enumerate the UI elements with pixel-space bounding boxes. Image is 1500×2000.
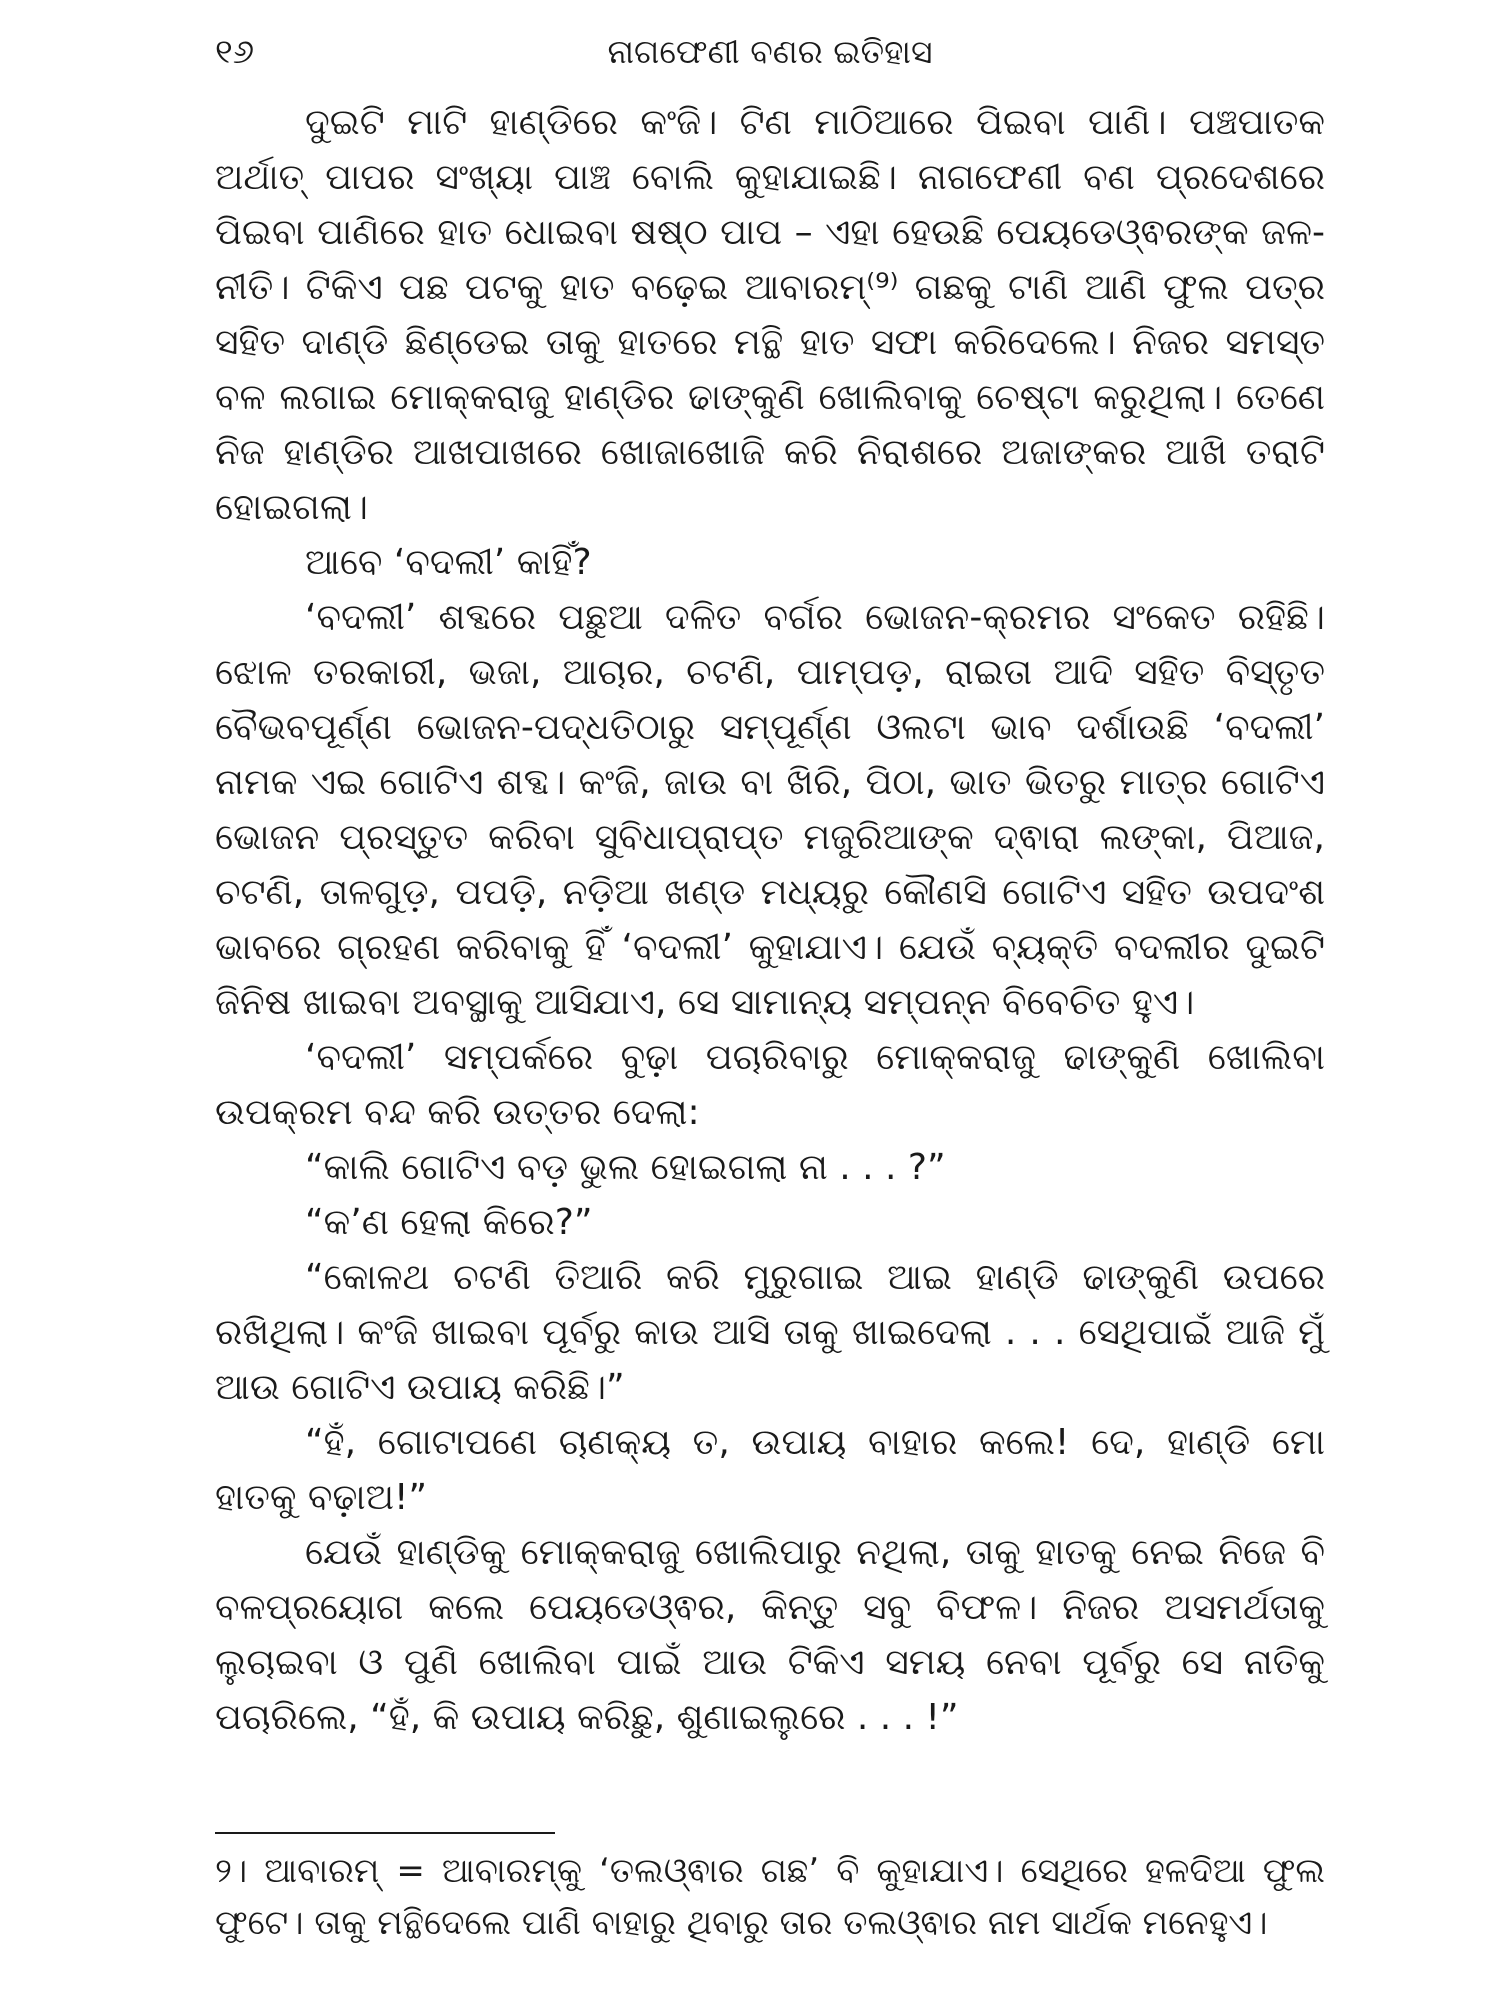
paragraph: ‘ବଦଲୀ’ ଶବ୍ଦରେ ପଛୁଆ ଦଳିତ ବର୍ଗର ଭୋଜନ-କ୍ରମର ସଂକେତ ରହିଛି। ଝୋଳ ତରକାରୀ, ଭଜା, ଆଚାର, ଚଟଣି, ପାମ୍ପଡ଼, ରାଇତା ଆଦି ସହିତ ବିସ୍ତୃତ ବୈଭବପୂର୍ଣ୍ଣ ଭୋଜନ-ପଦ୍ଧତିଠାରୁ ସମ୍ପୂର୍ଣ୍ଣ ଓଲଟା ଭାବ ଦର୍ଶାଉଛି ‘ବଦଲୀ’ ନାମକ ଏଇ ଗୋଟିଏ ଶବ୍ଦ। କଂଜି, ଜାଉ ବା ଖିରି, ପିଠା, ଭାତ ଭିତରୁ ମାତ୍ର ଗୋଟିଏ ଭୋଜନ ପ୍ରସ୍ତୁତ କରିବା ସୁବିଧାପ୍ରାପ୍ତ ମଜୁରିଆଙ୍କ ଦ୍ଵାରା ଲଙ୍କା, ପିଆଜ, ଚଟଣି, ତାଳଗୁଡ଼, ପପଡ଼ି, ନଡ଼ିଆ ଖଣ୍ଡ ମଧ୍ୟରୁ କୌଣସି ଗୋଟିଏ ସହିତ ଉପଦଂଶ ଭାବରେ ଗ୍ରହଣ କରିବାକୁ ହିଁ ‘ବଦଲୀ’ କୁହାଯାଏ। ଯେଉଁ ବ୍ୟକ୍ତି ବଦଲୀର ଦୁଇଟି ଜିନିଷ ଖାଇବା ଅବସ୍ଥାକୁ ଆସିଯାଏ, ସେ ସାମାନ୍ୟ ସମ୍ପନ୍ନ ବିବେଚିତ ହୁଏ।	[215, 597, 1325, 1023]
dialogue-line: “କାଲି ଗୋଟିଏ ବଡ଼ ଭୁଲ ହୋଇଗଲା ନା . . . ?”	[305, 1147, 946, 1188]
page-header	[215, 22, 1325, 82]
dialogue-line: “ହଁ, ଗୋଟାପଣେ ଚାଣକ୍ୟ ତ, ଉପାୟ ବାହାର କଲେ! ଦେ, ହାଣ୍ଡି ମୋ ହାତକୁ ବଢ଼ାଅ!”	[215, 1422, 1325, 1518]
paragraph: ଯେଉଁ ହାଣ୍ଡିକୁ ମୋକ୍କରାଜୁ ଖୋଲିପାରୁ ନଥିଲା, ତାକୁ ହାତକୁ ନେଇ ନିଜେ ବି ବଳପ୍ରୟୋଗ କଲେ ପେୟଡେଓ୍ଵର, କିନ୍ତୁ ସବୁ ବିଫଳ। ନିଜର ଅସମର୍ଥତାକୁ ଲୁଚାଇବା ଓ ପୁଣି ଖୋଲିବା ପାଇଁ ଆଉ ଟିକିଏ ସମୟ ନେବା ପୂର୍ବରୁ ସେ ନାତିକୁ ପଚାରିଲେ, “ହଁ, କି ଉପାୟ କରିଛୁ, ଶୁଣାଇଲୁରେ . . . !”	[215, 1532, 1325, 1738]
paragraph: ଆବେ ‘ବଦଲୀ’ କାହିଁ?	[305, 542, 592, 583]
dialogue-line: “କୋଳଥ ଚଟଣି ତିଆରି କରି ମୁରୁଗାଇ ଆଇ ହାଣ୍ଡି ଢାଙ୍କୁଣି ଉପରେ ରଖିଥିଲା। କଂଜି ଖାଇବା ପୂର୍ବରୁ କାଉ ଆସି ତାକୁ ଖାଇଦେଲା . . . ସେଥିପାଇଁ ଆଜି ମୁଁ ଆଉ ଗୋଟିଏ ଉପାୟ କରିଛି।”	[215, 1257, 1325, 1408]
footnote: ୨। ଆବାରମ୍ = ଆବାରମ୍‌କୁ ‘ତଲଓ୍ଵାର ଗଛ’ ବି କୁହାଯାଏ। ସେଥିରେ ହଳଦିଆ ଫୁଲ ଫୁଟେ। ତାକୁ ମନ୍ଥିଦେଲେ ପାଣି ବାହାରୁ ଥିବାରୁ ତାର ତଲଓ୍ଵାର ନାମ ସାର୍ଥକ ମନେହୁଏ।	[215, 1851, 1325, 1943]
paragraph: ‘ବଦଲୀ’ ସମ୍ପର୍କରେ ବୁଢ଼ା ପଚାରିବାରୁ ମୋକ୍କରାଜୁ ଢାଙ୍କୁଣି ଖୋଲିବା ଉପକ୍ରମ ବନ୍ଦ କରି ଉତ୍ତର ଦେଲା:	[215, 1037, 1325, 1133]
footnote-divider	[215, 1832, 555, 1834]
dialogue-line: “କ’ଣ ହେଲା କିରେ?”	[305, 1202, 593, 1243]
page-number: ୧୬	[215, 32, 255, 72]
body-text	[215, 95, 1325, 1745]
paragraph: ଦୁଇଟି ମାଟି ହାଣ୍ଡିରେ କଂଜି। ଟିଣ ମାଠିଆରେ ପିଇବା ପାଣି। ପଞ୍ଚପାତକ ଅର୍ଥାତ୍ ପାପର ସଂଖ୍ୟା ପାଞ୍ଚ ବୋଲି କୁହାଯାଇଛି। ନାଗଫେଣୀ ବଣ ପ୍ରଦେଶରେ ପିଇବା ପାଣିରେ ହାତ ଧୋଇବା ଷଷ୍ଠ ପାପ – ଏହା ହେଉଛି ପେୟଡେଓ୍ଵରଙ୍କ ଜଳ-ନୀତି। ଟିକିଏ ପଛ ପଟକୁ ହାତ ବଢ଼େଇ ଆବାରମ୍⁽⁹⁾ ଗଛକୁ ଟାଣି ଆଣି ଫୁଲ ପତ୍ର ସହିତ ଦାଣ୍ଡି ଛିଣ୍ଡେଇ ତାକୁ ହାତରେ ମନ୍ଥି ହାତ ସଫା କରିଦେଲେ। ନିଜର ସମସ୍ତ ବଳ ଲଗାଇ ମୋକ୍କରାଜୁ ହାଣ୍ଡିର ଢାଙ୍କୁଣି ଖୋଲିବାକୁ ଚେଷ୍ଟା କରୁଥିଲା। ତେଣେ ନିଜ ହାଣ୍ଡିର ଆଖପାଖରେ ଖୋଜାଖୋଜି କରି ନିରାଶରେ ଅଜାଙ୍କର ଆଖି ତରାଟି ହୋଇଗଲା।	[215, 102, 1325, 528]
running-title: ନାଗଫେଣୀ ବଣର ଇତିହାସ	[607, 32, 933, 71]
